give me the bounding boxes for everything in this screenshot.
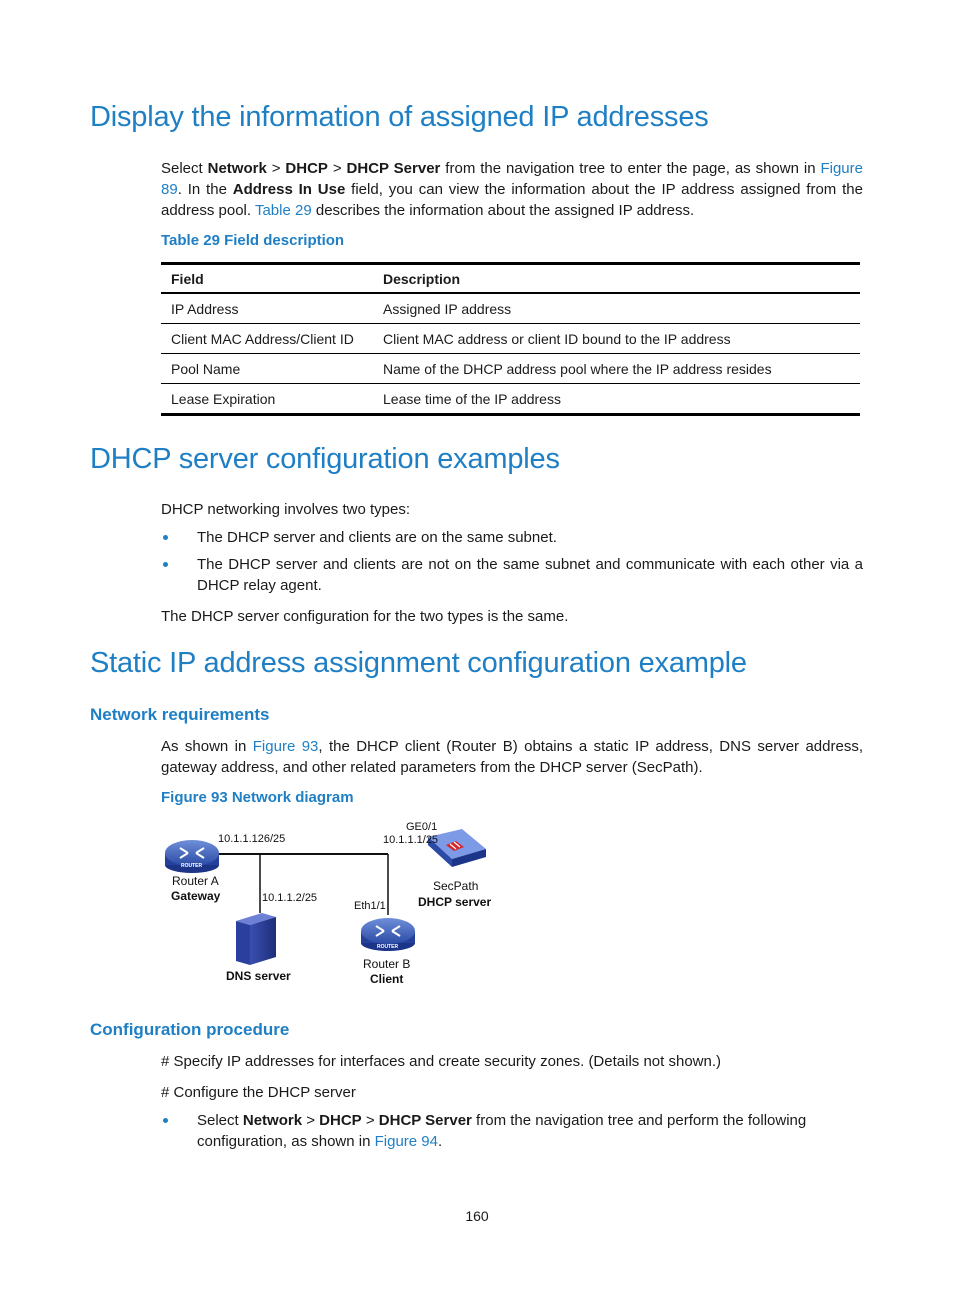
procedure-step-2: # Configure the DHCP server: [161, 1084, 356, 1101]
table-cell: Pool Name: [161, 354, 373, 384]
table-cell: Lease time of the IP address: [373, 384, 860, 415]
table-cell: Client MAC address or client ID bound to the IP address: [373, 324, 860, 354]
secpath-interface-label: GE0/1: [406, 821, 438, 833]
figure-94-link[interactable]: Figure 94: [374, 1133, 438, 1150]
column-header-description: Description: [373, 264, 860, 294]
subheading-network-requirements: Network requirements: [90, 705, 270, 724]
table-cell: Client MAC Address/Client ID: [161, 324, 373, 354]
table-cell: Name of the DHCP address pool where the IP address resides: [373, 354, 860, 384]
table-row: [161, 384, 860, 415]
section-heading-config-examples: DHCP server configuration examples: [90, 443, 560, 475]
dns-ip-label: 10.1.1.2/25: [262, 892, 318, 904]
networking-intro: DHCP networking involves two types:: [161, 501, 410, 518]
procedure-bullet: Select Network > DHCP > DHCP Server from the navigation tree and perform the following configuration, as shown in Figure 94.: [197, 1112, 807, 1150]
router-b-interface-label: Eth1/1: [354, 900, 386, 912]
secpath-ip-label: 10.1.1.1/25: [383, 834, 439, 846]
table-header-row: [161, 264, 860, 294]
bullet-icon: [163, 535, 168, 540]
page-number: 160: [465, 1208, 489, 1224]
secpath-name-label: SecPath: [433, 879, 479, 893]
router-a-name-label: Router A: [172, 874, 219, 888]
assigned-ip-paragraph: Select Network > DHCP > DHCP Server from the navigation tree to enter the page, as shown in Figure 89. In the Address In Use field, you can view the information about the IP address assigned from the address pool. Table 29 describes the information about the assigned IP address.: [161, 160, 863, 219]
networking-outro: The DHCP server configuration for the two types is the same.: [161, 608, 569, 625]
network-requirements-paragraph: As shown in Figure 93, the DHCP client (Router B) obtains a static IP address, DNS server address, gateway address, and other related parameters from the DHCP server (SecPath).: [161, 738, 863, 776]
procedure-step-1: # Specify IP addresses for interfaces and create security zones. (Details not shown.): [161, 1053, 721, 1070]
table-caption: Table 29 Field description: [161, 232, 345, 249]
section-heading-assigned-ip: Display the information of assigned IP addresses: [90, 101, 709, 133]
column-header-field: Field: [161, 264, 373, 294]
dns-role-label: DNS server: [226, 969, 291, 983]
secpath-role-label: DHCP server: [418, 895, 492, 909]
router-a-role-label: Gateway: [171, 889, 221, 903]
bullet-item: The DHCP server and clients are not on the same subnet and communicate with each other via a DHCP relay agent.: [197, 556, 863, 594]
router-a-ip-label: 10.1.1.126/25: [218, 833, 286, 845]
table-29-link[interactable]: Table 29: [254, 202, 312, 219]
subheading-configuration-procedure: Configuration procedure: [90, 1020, 290, 1039]
bullet-icon: [163, 562, 168, 567]
table-cell: Assigned IP address: [373, 293, 860, 324]
bullet-item: The DHCP server and clients are on the same subnet.: [197, 529, 557, 546]
figure-93-link[interactable]: Figure 93: [252, 738, 319, 755]
bullet-icon: [163, 1118, 168, 1123]
router-badge-label: ROUTER: [181, 863, 203, 869]
field-description-table: [161, 262, 860, 416]
router-badge-label: ROUTER: [377, 944, 399, 950]
table-cell: Lease Expiration: [161, 384, 373, 415]
figure-89-link[interactable]: Figure 89: [161, 160, 863, 198]
router-b-role-label: Client: [370, 972, 404, 986]
table-cell: IP Address: [161, 293, 373, 324]
figure-caption: Figure 93 Network diagram: [161, 789, 354, 806]
dns-server-icon: [236, 913, 276, 965]
table-row: [161, 324, 860, 354]
table-row: [161, 293, 860, 324]
section-heading-static-ip: Static IP address assignment configuration example: [90, 647, 747, 679]
router-b-name-label: Router B: [363, 957, 411, 971]
table-row: [161, 354, 860, 384]
